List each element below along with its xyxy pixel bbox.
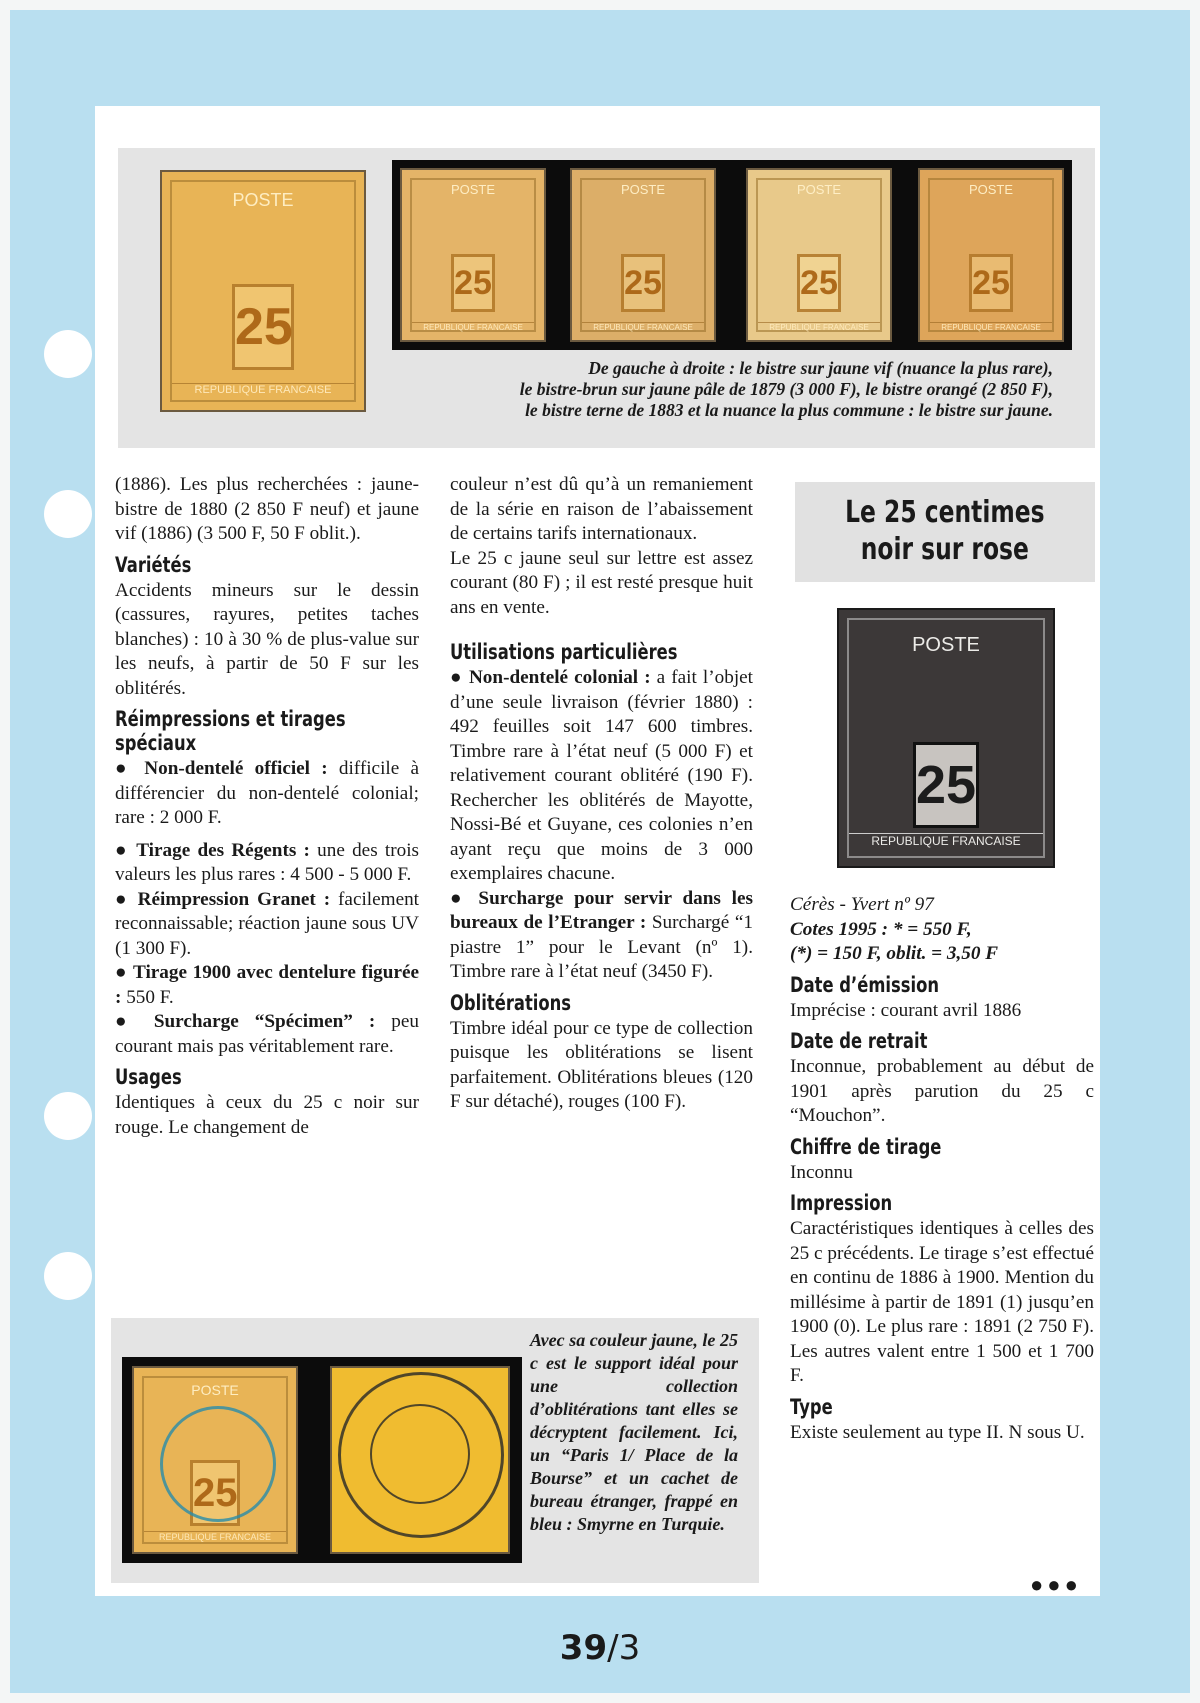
heading-utilisations: Utilisations particulières [450, 640, 678, 664]
heading-usages: Usages [115, 1065, 182, 1089]
sidebar-title-line: noir sur rose [860, 532, 1030, 567]
remaniement-paragraph: couleur n’est dû qu’à un remaniement de la série en raison de l’abaissement de certains tarifs internationaux. [450, 474, 753, 544]
heading-obliterations: Oblitérations [450, 990, 572, 1015]
heading-type: Type [790, 1394, 833, 1419]
type-paragraph: Existe seulement au type II. N sous U. [790, 1421, 1085, 1443]
page-number-main: 39 [559, 1628, 608, 1668]
item-tirage-1900: ● Tirage 1900 avec dentelure figurée : 550 F. [115, 962, 419, 1008]
heading-impression: Impression [790, 1191, 893, 1215]
binder-hole [44, 1092, 92, 1140]
page-number-sub: /3 [607, 1628, 641, 1668]
emission-paragraph: Imprécise : courant avril 1886 [790, 999, 1022, 1021]
item-surcharge-specimen: ● Surcharge “Spécimen” : peu courant mais pas véritablement rare. [115, 1011, 419, 1057]
bottom-photo-caption: Avec sa couleur jaune, le 25 c est le support idéal pour une collection d’oblitérations tant elles se décryptent facilement. Ici, un “Paris 1/ Place de la Bourse” et un cachet de bureau étranger, frappé en bleu : Smyrne en Turquie. [530, 1330, 738, 1534]
item-surcharge-etranger: ● Surcharge pour servir dans les bureaux de l’Etranger : Surchargé “1 piastre 1” pour le Levant (nº 1). Timbre rare à l’état neuf (3450 F). [450, 887, 754, 982]
blue-cancel-mark [160, 1406, 276, 1522]
varietes-paragraph: Accidents mineurs sur le dessin (cassures, rayures, petites taches blanches) : 10 à 30 % de plus-value sur les neufs, à partir de 50 F sur les oblitérés. [115, 579, 419, 699]
heading-date-emission: Date d’émission [790, 972, 940, 997]
continuation-dots: ●●● [1030, 1572, 1082, 1597]
caption-line: De gauche à droite : le bistre sur jaune vif (nuance la plus rare), [588, 358, 1053, 378]
stamp-bistre-jaune-vif: POSTE 25 REPUBLIQUE FRANCAISE [400, 168, 546, 342]
paris-cancel-inner-ring [370, 1404, 470, 1504]
impression-paragraph: Caractéristiques identiques à celles des 25 c précédents. Le tirage s’est effectué en continu de 1886 à 1900. Mention du millésime à partir de 1891 (1) jusqu’en 1900 (0). Le plus rare : 1891 (2 750 F). Les autres valent entre 1 500 et 1 700 F. [790, 1218, 1094, 1386]
page-number [0, 1628, 1200, 1668]
ceres-reference: Cérès - Yvert nº 97 [790, 894, 934, 915]
heading-varietes: Variétés [115, 552, 192, 577]
intro-paragraph: (1886). Les plus recherchées : jaune-bistre de 1880 (2 850 F neuf) et jaune vif (1886) (3 500 F, 50 F oblit.). [115, 474, 419, 544]
item-reimpression-granet: ● Réimpression Granet : facilement reconnaissable; réaction jaune sous UV (1 300 F). [115, 888, 420, 959]
binder-hole [44, 1252, 92, 1300]
binder-hole [44, 330, 92, 378]
lettre-paragraph: Le 25 c jaune seul sur lettre est assez courant (80 F) ; il est resté presque huit ans en vente. [450, 547, 753, 618]
column-left [115, 473, 419, 1140]
sidebar-title-line: Le 25 centimes [845, 495, 1045, 530]
stamp-bistre-brun: POSTE 25 REPUBLIQUE FRANCAISE [570, 168, 716, 342]
obliterations-paragraph: Timbre idéal pour ce type de collection puisque les oblitérations se lisent parfaitement. Oblitérations bleues (120 F sur détaché), rouges (100 F). [450, 1017, 753, 1112]
binder-hole [44, 490, 92, 538]
sidebar-title-box [795, 482, 1095, 582]
item-non-dentele-colonial: ● Non-dentelé colonial : a fait l’objet d’une seule livraison (février 1880) : 492 feuilles soit 147 600 timbres. Timbre rare à l’état neuf (5 000 F) et relativement courant oblitéré (190 F). Rechercher les oblitérés de Mayotte, Nossi-Bé et Guyane, ces colonies n’en ayant reçu que moins de 3 000 exemplaires chacune. [450, 667, 753, 884]
usages-paragraph: Identiques à ceux du 25 c noir sur rouge. Le changement de [115, 1092, 419, 1138]
column-right [790, 893, 1094, 1445]
stamp-large-yellow: POSTE 25 REPUBLIQUE FRANCAISE [160, 170, 366, 412]
stamp-bistre-orange: POSTE 25 REPUBLIQUE FRANCAISE [746, 168, 892, 342]
stamp-bistre-sur-jaune: POSTE 25 REPUBLIQUE FRANCAISE [918, 168, 1064, 342]
heading-reimpressions: Réimpressions et tirages spéciaux [115, 707, 346, 755]
stamp-noir-sur-rose: POSTE 25 REPUBLIQUE FRANCAISE [837, 608, 1055, 868]
caption-line: le bistre-brun sur jaune pâle de 1879 (3 000 F), le bistre orangé (2 850 F), [519, 379, 1053, 399]
item-non-dentele-officiel: ● Non-dentelé officiel : difficile à différencier du non-dentelé colonial; rare : 2 000 F. [115, 758, 419, 828]
caption-line: le bistre terne de 1883 et la nuance la plus commune : le bistre sur jaune. [525, 400, 1053, 420]
cotes-line: Cotes 1995 : * = 550 F, [790, 918, 972, 940]
column-middle [450, 473, 753, 1115]
heading-date-retrait: Date de retrait [790, 1029, 928, 1053]
stamp-cancelled-smyrne: POSTE 25 REPUBLIQUE FRANCAISE [132, 1366, 298, 1554]
cotes-line: (*) = 150 F, oblit. = 3,50 F [790, 943, 999, 964]
heading-chiffre-tirage: Chiffre de tirage [790, 1134, 942, 1159]
item-tirage-regents: ● Tirage des Régents : une des trois valeurs les plus rares : 4 500 - 5 000 F. [115, 839, 419, 885]
tirage-paragraph: Inconnu [790, 1161, 853, 1183]
stamp-cancelled-paris [330, 1366, 510, 1554]
retrait-paragraph: Inconnue, probablement au début de 1901 après parution du 25 c “Mouchon”. [790, 1056, 1094, 1126]
top-photo-caption [363, 358, 1053, 421]
